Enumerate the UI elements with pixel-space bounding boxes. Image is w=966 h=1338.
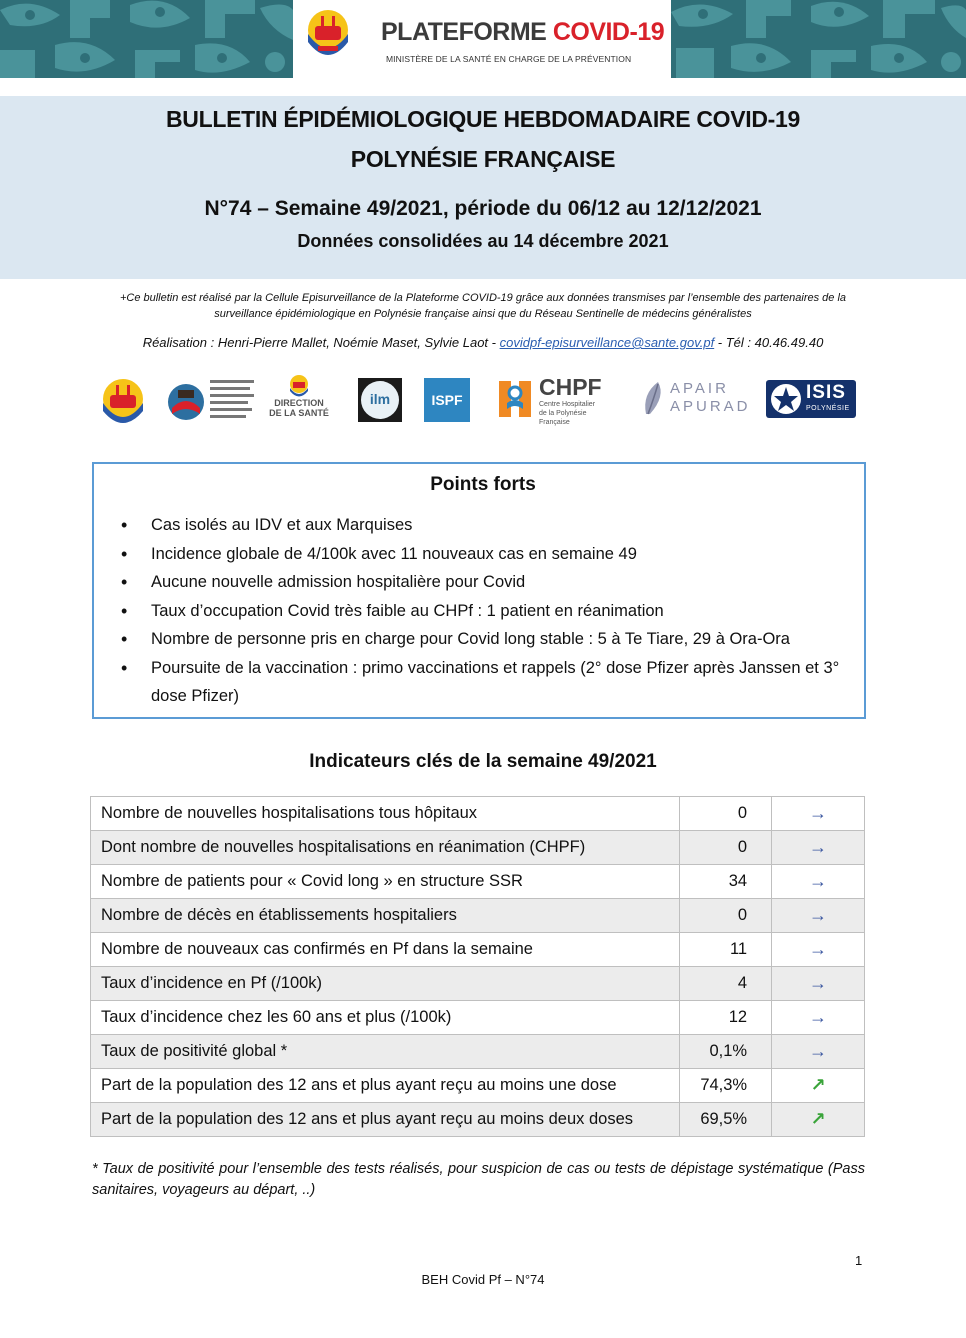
table-row: [91, 899, 865, 933]
indicator-value: 0: [680, 899, 772, 933]
apair-feather-icon: [640, 378, 670, 418]
indicator-value: 0: [680, 831, 772, 865]
indicators-title: Indicateurs clés de la semaine 49/2021: [309, 751, 657, 772]
indicators-table: [90, 796, 865, 1137]
isis-sub: POLYNÉSIE: [806, 405, 850, 412]
indicator-value: 11: [680, 933, 772, 967]
direction-sante-logo: [268, 374, 330, 430]
brand-subtitle: MINISTÈRE DE LA SANTÉ EN CHARGE DE LA PRÉVENTION: [386, 54, 632, 64]
points-forts-title: Points forts: [430, 474, 536, 495]
indicator-label: Part de la population des 12 ans et plus ayant reçu au moins deux doses: [91, 1103, 680, 1137]
bulletin-consolidated-date: Données consolidées au 14 décembre 2021: [297, 231, 669, 251]
isis-polynesie-logo: [766, 380, 856, 418]
indicator-label: Part de la population des 12 ans et plus ayant reçu au moins une dose: [91, 1069, 680, 1103]
tapa-pattern-right: [671, 0, 966, 78]
list-item: • Aucune nouvelle admission hospitalière pour Covid: [118, 568, 858, 597]
table-row: [91, 933, 865, 967]
banner-brand-area: [293, 0, 671, 78]
bulletin-note-line1: +Ce bulletin est réalisé par la Cellule Episurveillance de la Plateforme COVID-19 grâce aux données transmises par l’ensemble des partenaires de la: [119, 292, 847, 304]
chpf-emblem-icon: [495, 377, 535, 421]
apair-text: APAIR: [670, 380, 729, 397]
direction-sante-text2: DE LA SANTÉ: [269, 408, 329, 418]
list-item: • Taux d’occupation Covid très faible au CHPf : 1 patient en réanimation: [118, 597, 858, 626]
bulletin-issue: N°74 – Semaine 49/2021, période du 06/12 au 12/12/2021: [204, 197, 762, 220]
indicator-value: 69,5%: [680, 1103, 772, 1137]
bulletin-note-line2: surveillance épidémiologique en Polynésie française ainsi que du Réseau Sentinelle de médecins généralistes: [214, 308, 752, 320]
footer-label: BEH Covid Pf – N°74: [421, 1272, 545, 1287]
credits-authors: Réalisation : Henri-Pierre Mallet, Noémie Maset, Sylvie Laot -: [142, 335, 500, 350]
page-number: 1: [855, 1253, 863, 1268]
contact-email-link[interactable]: covidpf-episurveillance@sante.gov.pf: [499, 335, 715, 350]
chpf-logo-text: CHPF: [539, 374, 602, 400]
credits: [0, 335, 966, 350]
indicator-label: Taux d’incidence en Pf (/100k): [91, 967, 680, 1001]
indicator-value: 34: [680, 865, 772, 899]
bulletin-title: BULLETIN ÉPIDÉMIOLOGIQUE HEBDOMADAIRE COVID-19: [165, 106, 801, 132]
trend-up-arrow-icon: ↗: [772, 1069, 865, 1103]
apurad-text: APURAD: [670, 398, 751, 415]
polynesia-emblem-logo: [94, 377, 152, 431]
table-row: [91, 1035, 865, 1069]
ilm-logo: [358, 378, 402, 422]
list-item: • Incidence globale de 4/100k avec 11 nouveaux cas en semaine 49: [118, 540, 858, 569]
table-row: [91, 967, 865, 1001]
chpf-sub1: Centre Hospitalier: [539, 401, 596, 408]
trend-flat-arrow-icon: →: [772, 967, 865, 1001]
polynesia-emblem-icon: [303, 8, 353, 66]
indicator-label: Nombre de patients pour « Covid long » en structure SSR: [91, 865, 680, 899]
partner-logos: [0, 372, 966, 432]
table-row: [91, 797, 865, 831]
trend-flat-arrow-icon: →: [772, 933, 865, 967]
chpf-logo: [539, 374, 619, 427]
trend-up-arrow-icon: ↗: [772, 1103, 865, 1137]
tapa-pattern-left: [0, 0, 293, 78]
direction-sante-emblem-icon: [288, 374, 310, 398]
apair-apurad-logo: [640, 378, 750, 422]
direction-sante-text1: DIRECTION: [274, 398, 324, 408]
table-row: [91, 831, 865, 865]
indicator-value: 74,3%: [680, 1069, 772, 1103]
trend-flat-arrow-icon: →: [772, 1001, 865, 1035]
trend-flat-arrow-icon: →: [772, 1035, 865, 1069]
table-row: [91, 1103, 865, 1137]
indicator-value: 4: [680, 967, 772, 1001]
ilm-logo-text: ilm: [361, 381, 399, 419]
ispf-logo: ISPF: [424, 378, 470, 422]
table-row: [91, 1001, 865, 1035]
indicator-label: Nombre de nouveaux cas confirmés en Pf dans la semaine: [91, 933, 680, 967]
points-forts-list: [118, 511, 858, 711]
indicator-value: 0: [680, 797, 772, 831]
list-item: • Cas isolés au IDV et aux Marquises: [118, 511, 858, 540]
trend-flat-arrow-icon: →: [772, 899, 865, 933]
trend-flat-arrow-icon: →: [772, 865, 865, 899]
positivity-footnote: * Taux de positivité pour l’ensemble des tests réalisés, pour suspicion de cas ou tests de dépistage systématique (Pass sanitaires, voyageurs au départ, ..): [92, 1161, 865, 1198]
brand-title: PLATEFORME COVID-19: [381, 18, 665, 46]
arass-logo: [166, 374, 258, 430]
isis-star-icon: [770, 383, 802, 415]
chpf-sub2: de la Polynésie Française: [539, 410, 587, 426]
indicator-label: Nombre de décès en établissements hospitaliers: [91, 899, 680, 933]
indicator-label: Nombre de nouvelles hospitalisations tous hôpitaux: [91, 797, 680, 831]
list-item: • Nombre de personne pris en charge pour Covid long stable : 5 à Te Tiare, 29 à Ora-Ora: [118, 625, 858, 654]
indicator-value: 12: [680, 1001, 772, 1035]
list-item: • Poursuite de la vaccination : primo vaccinations et rappels (2° dose Pfizer après Janssen et 3° dose Pfizer): [118, 654, 858, 711]
header-banner: [0, 0, 966, 78]
indicator-label: Taux d’incidence chez les 60 ans et plus (/100k): [91, 1001, 680, 1035]
table-row: [91, 1069, 865, 1103]
trend-flat-arrow-icon: →: [772, 831, 865, 865]
indicator-label: Taux de positivité global *: [91, 1035, 680, 1069]
isis-text: ISIS: [806, 382, 846, 403]
trend-flat-arrow-icon: →: [772, 797, 865, 831]
table-row: [91, 865, 865, 899]
bulletin-region: POLYNÉSIE FRANÇAISE: [350, 146, 616, 172]
indicator-label: Dont nombre de nouvelles hospitalisations en réanimation (CHPF): [91, 831, 680, 865]
indicator-value: 0,1%: [680, 1035, 772, 1069]
credits-phone: - Tél : 40.46.49.40: [714, 335, 824, 350]
